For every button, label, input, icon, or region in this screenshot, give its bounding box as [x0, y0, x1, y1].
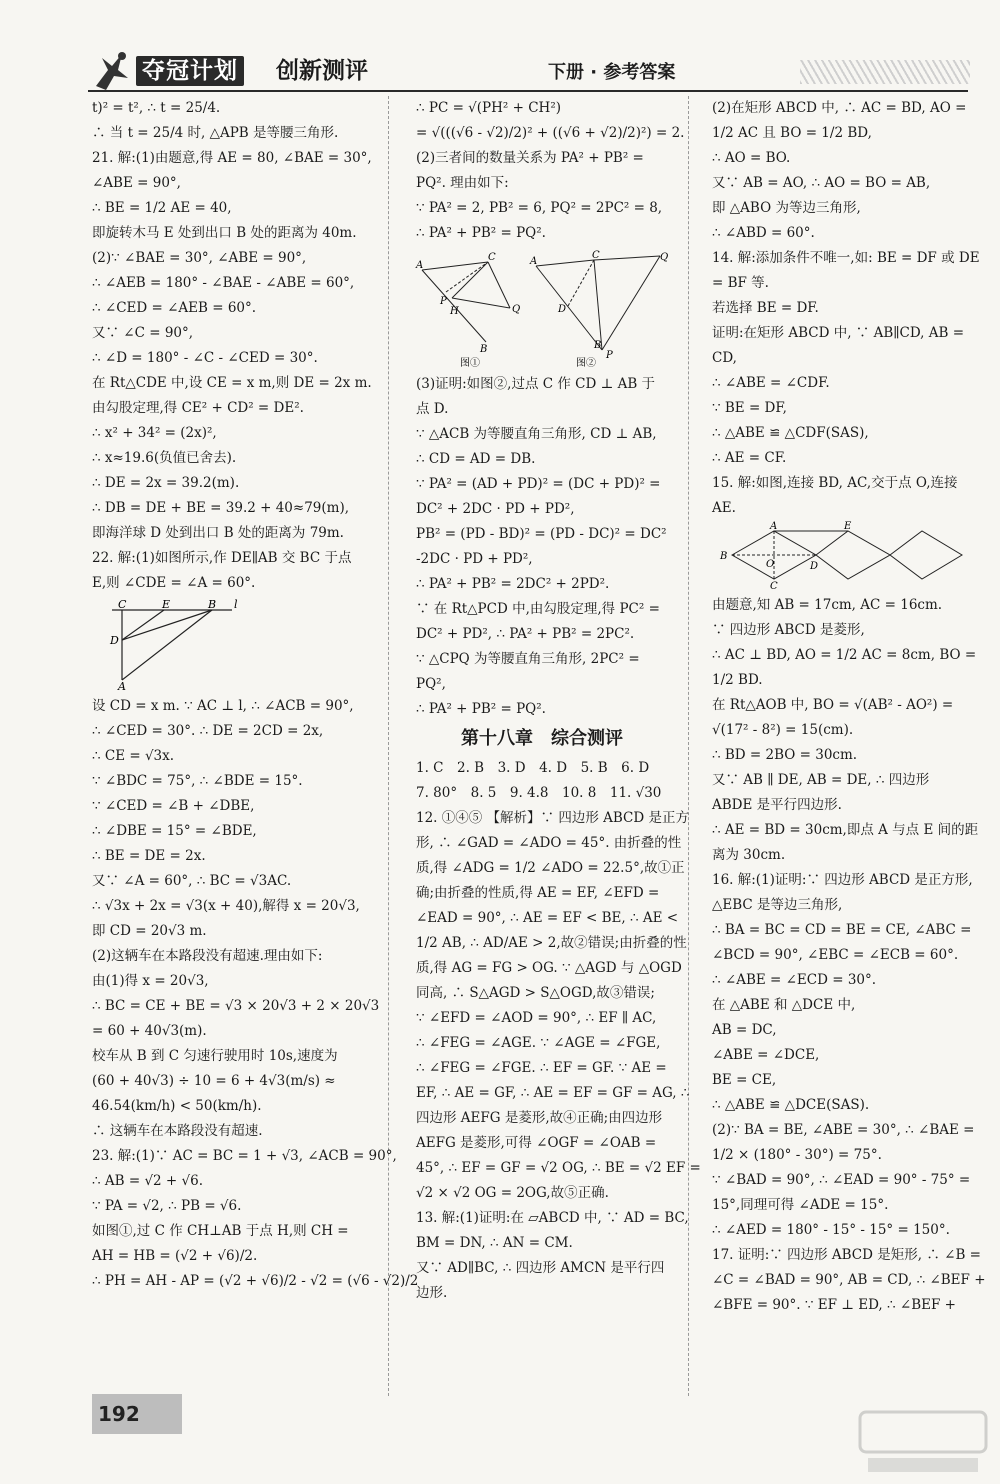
text-line: BM = DN, ∴ AN = CM.	[416, 1235, 573, 1251]
text-line: 15°,同理可得 ∠ADE = 15°.	[712, 1197, 889, 1213]
text-line: 由题意,知 AB = 17cm, AC = 16cm.	[712, 597, 943, 613]
text-line: 在 △ABE 和 △DCE 中,	[712, 997, 856, 1013]
column-left	[92, 96, 419, 1294]
label-o: O	[766, 559, 775, 570]
figure-23	[416, 250, 669, 369]
text-line: 设 CD = x m. ∵ AC ⊥ l, ∴ ∠ACB = 90°,	[92, 698, 354, 714]
text-line: 12. ①④⑤ 【解析】∵ 四边形 ABCD 是正方	[416, 810, 689, 826]
text-line: ∠EAD = 90°, ∴ AE = EF < BE, ∴ AE <	[416, 910, 679, 926]
text-line: ABDE 是平行四边形.	[712, 797, 842, 813]
answer-block	[416, 372, 668, 722]
text-line: 在 Rt△CDE 中,设 CE = x m,则 DE = 2x m.	[92, 375, 372, 391]
text-line: ∴ x² + 34² = (2x)²,	[92, 425, 217, 441]
text-line: DC² + 2DC · PD + PD²,	[416, 501, 575, 517]
text-line: 1/2 × (180° - 30°) = 75°.	[712, 1147, 882, 1163]
text-line: ∴ ∠ABD = 60°.	[712, 225, 815, 241]
label-c: C	[592, 250, 600, 261]
answer-block	[712, 593, 986, 1318]
header-hatch-decoration	[800, 60, 970, 84]
text-line: 1/2 AC 且 BO = 1/2 BD,	[712, 125, 872, 141]
column-middle	[416, 96, 701, 1306]
text-line: CD,	[712, 350, 737, 366]
label-b: B	[480, 344, 488, 355]
text-line: ∴ AC ⊥ BD, AO = 1/2 AC = 8cm, BO =	[712, 647, 977, 663]
text-line: E,则 ∠CDE = ∠A = 60°.	[92, 575, 256, 591]
text-line: 又∵ AB = AO, ∴ AO = BO = AB,	[712, 175, 931, 191]
text-line: ∴ △ABE ≌ △DCE(SAS).	[712, 1097, 870, 1113]
text-line: ∴ DB = DE + BE = 39.2 + 40≈79(m),	[92, 500, 350, 516]
text-line: 22. 解:(1)如图所示,作 DE∥AB 交 BC 于点	[92, 550, 352, 566]
text-line: ∴ AE = BD = 30cm,即点 A 与点 E 间的距	[712, 822, 979, 838]
text-line: 7. 80° 8. 5 9. 4.8 10. 8 11. √30	[416, 785, 662, 801]
text-line: △EBC 是等边三角形,	[712, 897, 843, 913]
page-header	[0, 0, 1000, 92]
text-line: ∵ ∠BDC = 75°, ∴ ∠BDE = 15°.	[92, 773, 303, 789]
brand-logo	[88, 54, 368, 88]
text-line: ∴ PA² + PB² = PQ².	[416, 225, 546, 241]
text-line: 确;由折叠的性质,得 AE = EF, ∠EFD =	[416, 885, 660, 901]
text-line: ∴ √3x + 2x = √3(x + 40),解得 x = 20√3,	[92, 898, 360, 914]
text-line: 证明:在矩形 ABCD 中, ∵ AB∥CD, AB =	[712, 325, 965, 341]
text-line: 质,得 ∠ADG = 1/2 ∠ADO = 22.5°,故①正	[416, 860, 685, 876]
text-line: 即 CD = 20√3 m.	[92, 923, 207, 939]
text-line: ∴ ∠AED = 180° - 15° - 15° = 150°.	[712, 1222, 950, 1238]
label-a: A	[530, 256, 538, 267]
text-line: ∠ABE = 90°,	[92, 175, 181, 191]
text-line: AH = HB = (√2 + √6)/2.	[92, 1248, 258, 1264]
column-divider	[388, 96, 389, 1396]
text-line: ∴ AO = BO.	[712, 150, 791, 166]
text-line: ∴ ∠FEG = ∠AGE. ∵ ∠AGE = ∠FGE,	[416, 1035, 661, 1051]
label-d: D	[558, 304, 567, 315]
text-line: (2)三者间的数量关系为 PA² + PB² =	[416, 150, 644, 166]
text-line: ∴ BD = 2BO = 30cm.	[712, 747, 858, 763]
answer-block	[712, 96, 980, 521]
text-line: ∴ 当 t = 25/4 时, △APB 是等腰三角形.	[92, 125, 339, 141]
text-line: (2)这辆车在本路段没有超速.理由如下:	[92, 948, 323, 964]
text-line: ∵ ∠CED = ∠B + ∠DBE,	[92, 798, 255, 814]
text-line: BE = CE,	[712, 1072, 777, 1088]
text-line: (3)证明:如图②,过点 C 作 CD ⊥ AB 于	[416, 376, 656, 392]
text-line: ∵ △CPQ 为等腰直角三角形, 2PC² =	[416, 651, 640, 667]
text-line: 又∵ ∠A = 60°, ∴ BC = √3AC.	[92, 873, 292, 889]
text-line: ∵ BE = DF,	[712, 400, 787, 416]
text-line: ∴ PH = AH - AP = (√2 + √6)/2 - √2 = (√6 - √2)/2	[92, 1273, 419, 1289]
label-l: l	[234, 598, 238, 611]
text-line: 23. 解:(1)∵ AC = BC = 1 + √3, ∠ACB = 90°,	[92, 1148, 397, 1164]
text-line: ∠C = ∠BAD = 90°, AB = CD, ∴ ∠BEF +	[712, 1272, 986, 1288]
answer-block	[416, 756, 701, 1306]
text-line: 45°, ∴ EF = GF = √2 OG, ∴ BE = √2 EF =	[416, 1160, 701, 1176]
text-line: t)² = t², ∴ t = 25/4.	[92, 100, 221, 116]
text-line: -2DC · PD + PD²,	[416, 551, 533, 567]
text-line: ∴ ∠DBE = 15° = ∠BDE,	[92, 823, 257, 839]
label-d: D	[110, 634, 119, 647]
section-title: 下册 · 参考答案	[548, 62, 676, 83]
text-line: ∴ AB = √2 + √6.	[92, 1173, 204, 1189]
text-line: PQ²,	[416, 676, 446, 692]
text-line: 形, ∴ ∠GAD = ∠ADO = 45°. 由折叠的性	[416, 835, 682, 851]
text-line: 1. C 2. B 3. D 4. D 5. B 6. D	[416, 760, 650, 776]
text-line: 14. 解:添加条件不唯一,如: BE = DF 或 DE	[712, 250, 980, 266]
text-line: ∴ ∠ABE = ∠CDF.	[712, 375, 830, 391]
text-line: ∵ △ACB 为等腰直角三角形, CD ⊥ AB,	[416, 426, 657, 442]
text-line: ∴ CD = AD = DB.	[416, 451, 536, 467]
text-line: ∵ PA² = (AD + PD)² = (DC + PD)² =	[416, 476, 661, 492]
watermark-logo-icon	[858, 1410, 988, 1476]
text-line: AEFG 是菱形,可得 ∠OGF = ∠OAB =	[416, 1135, 657, 1151]
text-line: 即旋转木马 E 处到出口 B 处的距离为 40m.	[92, 225, 357, 241]
text-line: ∵ ∠BAD = 90°, ∴ ∠EAD = 90° - 75° =	[712, 1172, 971, 1188]
text-line: ∴ ∠CED = ∠AEB = 60°.	[92, 300, 257, 316]
caption-fig1: 图①	[460, 358, 480, 369]
text-line: ∵ ∠EFD = ∠AOD = 90°, ∴ EF ∥ AC,	[416, 1010, 657, 1026]
page-number: 192	[98, 1402, 140, 1426]
text-line: ∴ BE = DE = 2x.	[92, 848, 206, 864]
text-line: 同高, ∴ S△AGD > S△OGD,故③错误;	[416, 985, 655, 1001]
text-line: ∴ BC = CE + BE = √3 × 20√3 + 2 × 20√3	[92, 998, 380, 1014]
text-line: 若选择 BE = DF.	[712, 300, 819, 316]
text-line: ∴ ∠FEG = ∠FGE. ∴ EF = GF. ∵ AE =	[416, 1060, 667, 1076]
label-a: A	[770, 521, 778, 532]
text-line: ∴ PC = √(PH² + CH²)	[416, 100, 561, 116]
label-q: Q	[512, 304, 521, 315]
label-q: Q	[660, 252, 669, 263]
text-line: 16. 解:(1)证明:∵ 四边形 ABCD 是正方形,	[712, 872, 973, 888]
label-a: A	[118, 680, 126, 693]
trophy-figure-icon	[88, 48, 134, 94]
text-line: 边形.	[416, 1285, 448, 1301]
text-line: (2)∵ BA = BE, ∠ABE = 30°, ∴ ∠BAE =	[712, 1122, 975, 1138]
text-line: ∴ CE = √3x.	[92, 748, 175, 764]
label-c: C	[488, 252, 496, 263]
figure-22	[92, 598, 272, 693]
text-line: 13. 解:(1)证明:在 ▱ABCD 中, ∵ AD = BC,	[416, 1210, 689, 1226]
text-line: 质,得 AG = FG > OG. ∵ △AGD 与 △OGD	[416, 960, 682, 976]
label-b: B	[720, 551, 728, 562]
label-c: C	[770, 581, 778, 592]
text-line: ∴ 这辆车在本路段没有超速.	[92, 1123, 263, 1139]
text-line: 又∵ ∠C = 90°,	[92, 325, 194, 341]
text-line: ∠BCD = 90°, ∠EBC = ∠ECB = 60°.	[712, 947, 959, 963]
text-line: ∵ PA = √2, ∴ PB = √6.	[92, 1198, 242, 1214]
text-line: ∴ ∠AEB = 180° - ∠BAE - ∠ABE = 60°,	[92, 275, 355, 291]
answer-block	[92, 694, 419, 1294]
text-line: (2)在矩形 ABCD 中, ∴ AC = BD, AO =	[712, 100, 967, 116]
text-line: 又∵ AD∥BC, ∴ 四边形 AMCN 是平行四	[416, 1260, 665, 1276]
text-line: ∴ ∠D = 180° - ∠C - ∠CED = 30°.	[92, 350, 318, 366]
text-line: PB² = (PD - BD)² = (PD - DC)² = DC²	[416, 526, 667, 542]
label-d: D	[810, 561, 819, 572]
text-line: ∴ BE = 1/2 AE = 40,	[92, 200, 232, 216]
label-h: H	[450, 306, 459, 317]
text-line: 在 Rt△AOB 中, BO = √(AB² - AO²) =	[712, 697, 954, 713]
text-line: ∵ 四边形 ABCD 是菱形,	[712, 622, 865, 638]
label-p: P	[606, 350, 613, 361]
page-number-badge	[92, 1394, 182, 1434]
text-line: 即海洋球 D 处到出口 B 处的距离为 79m.	[92, 525, 344, 541]
text-line: ∴ BA = BC = CD = BE = CE, ∠ABC =	[712, 922, 972, 938]
text-line: 1/2 BD.	[712, 672, 763, 688]
text-line: 四边形 AEFG 是菱形,故④正确;由四边形	[416, 1110, 663, 1126]
text-line: 1/2 AB, ∴ AD/AE > 2,故②错误;由折叠的性	[416, 935, 687, 951]
text-line: ∴ △ABE ≌ △CDF(SAS),	[712, 425, 869, 441]
text-line: 离为 30cm.	[712, 847, 786, 863]
answer-block	[416, 96, 685, 246]
text-line: DC² + PD², ∴ PA² + PB² = 2PC².	[416, 626, 635, 642]
label-c: C	[118, 598, 127, 611]
series-name: 创新测评	[276, 58, 368, 84]
label-e: E	[162, 598, 171, 611]
text-line: = BF 等.	[712, 275, 769, 291]
label-e: E	[844, 521, 852, 532]
text-line: 由勾股定理,得 CE² + CD² = DE².	[92, 400, 304, 416]
text-line: ∠BFE = 90°. ∵ EF ⊥ ED, ∴ ∠BEF +	[712, 1297, 956, 1313]
caption-fig2: 图②	[576, 358, 596, 369]
label-b: B	[594, 340, 602, 351]
text-line: ∴ DE = 2x = 39.2(m).	[92, 475, 240, 491]
header-rule	[88, 90, 968, 92]
text-line: ∵ 在 Rt△PCD 中,由勾股定理,得 PC² =	[416, 601, 660, 617]
text-line: 点 D.	[416, 401, 449, 417]
text-line: √(17² - 8²) = 15(cm).	[712, 722, 854, 738]
text-line: EF, ∴ AE = GF, ∴ AE = EF = GF = AG, ∴	[416, 1085, 690, 1101]
answer-block	[92, 96, 370, 596]
text-line: 由(1)得 x = 20√3,	[92, 973, 209, 989]
text-line: = √(((√6 - √2)/2)² + ((√6 + √2)/2)²) = 2.	[416, 125, 685, 141]
text-line: 21. 解:(1)由题意,得 AE = 80, ∠BAE = 30°,	[92, 150, 372, 166]
text-line: 又∵ AB ∥ DE, AB = DE, ∴ 四边形	[712, 772, 930, 788]
text-line: 46.54(km/h) < 50(km/h).	[92, 1098, 262, 1114]
column-divider	[688, 96, 689, 1396]
text-line: ∠ABE = ∠DCE,	[712, 1047, 820, 1063]
text-line: ∵ PA² = 2, PB² = 6, PQ² = 2PC² = 8,	[416, 200, 663, 216]
text-line: 如图①,过 C 作 CH⊥AB 于点 H,则 CH =	[92, 1223, 349, 1239]
text-line: ∴ AE = CF.	[712, 450, 787, 466]
figure-15	[712, 521, 968, 592]
text-line: 即 △ABO 为等边三角形,	[712, 200, 861, 216]
text-line: AB = DC,	[712, 1022, 777, 1038]
chapter-heading: 第十八章 综合测评	[461, 728, 623, 749]
text-line: ∴ ∠CED = 30°. ∴ DE = 2CD = 2x,	[92, 723, 324, 739]
text-line: ∴ x≈19.6(负值已舍去).	[92, 450, 237, 466]
label-a: A	[416, 260, 424, 271]
text-line: PQ². 理由如下:	[416, 175, 509, 191]
text-line: = 60 + 40√3(m).	[92, 1023, 207, 1039]
text-line: ∴ PA² + PB² = PQ².	[416, 701, 546, 717]
label-p: P	[440, 296, 447, 307]
label-b: B	[208, 598, 217, 611]
text-line: ∴ PA² + PB² = 2DC² + 2PD².	[416, 576, 610, 592]
text-line: (2)∵ ∠BAE = 30°, ∠ABE = 90°,	[92, 250, 307, 266]
text-line: √2 × √2 OG = 2OG,故⑤正确.	[416, 1185, 609, 1201]
text-line: (60 + 40√3) ÷ 10 = 6 + 4√3(m/s) ≈	[92, 1073, 336, 1089]
text-line: 校车从 B 到 C 匀速行驶用时 10s,速度为	[92, 1048, 338, 1064]
text-line: ∴ ∠ABE = ∠ECD = 30°.	[712, 972, 877, 988]
text-line: AE.	[712, 500, 736, 516]
column-right	[712, 96, 986, 1318]
brand-name: 夺冠计划	[136, 56, 244, 86]
text-line: 15. 解:如图,连接 BD, AC,交于点 O,连接	[712, 475, 958, 491]
text-line: 17. 证明:∵ 四边形 ABCD 是矩形, ∴ ∠B =	[712, 1247, 981, 1263]
